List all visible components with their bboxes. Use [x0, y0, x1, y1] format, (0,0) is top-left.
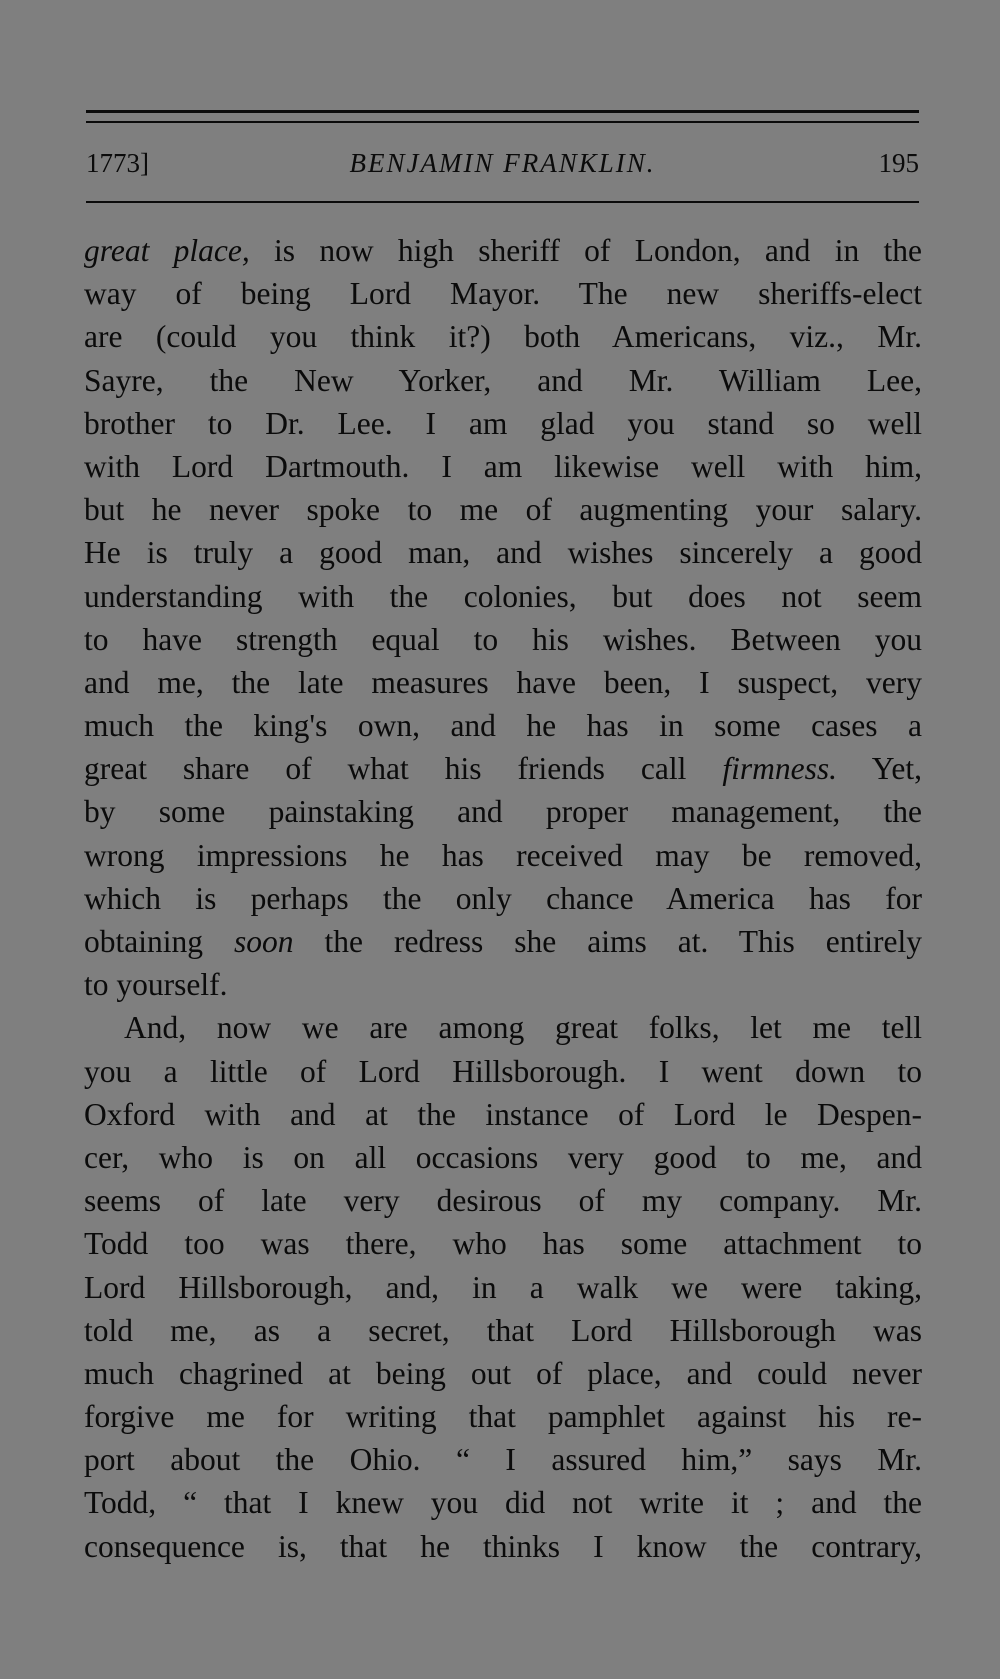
text-line: seems of late very desirous of my company. Mr. — [84, 1183, 922, 1219]
running-head — [86, 148, 919, 188]
text-line: and me, the late measures have been, I suspect, very — [84, 664, 922, 700]
italic-phrase: soon — [234, 924, 294, 959]
text-line: Todd too was there, who has some attachment to — [84, 1226, 922, 1262]
page-number: 195 — [878, 148, 919, 178]
italic-phrase: firmness. — [722, 751, 837, 787]
text-line: cer, who is on all occasions very good to me, and — [84, 1139, 922, 1175]
text-line: much chagrined at being out of place, and could never — [84, 1355, 922, 1391]
text-line: Sayre, the New Yorker, and Mr. William Lee, — [84, 362, 922, 398]
text-line: wrong impressions he has received may be removed, — [84, 837, 922, 873]
text-line: to have strength equal to his wishes. Between you — [84, 621, 922, 657]
text-line: Todd, “ that I knew you did not write it ; and the — [84, 1485, 922, 1521]
text-line: forgive me for writing that pamphlet against his re- — [84, 1399, 922, 1435]
text-line: brother to Dr. Lee. I am glad you stand so well — [84, 405, 922, 441]
text-line: much the king's own, and he has in some cases a — [84, 708, 922, 744]
text-line: with Lord Dartmouth. I am likewise well with him, — [84, 448, 922, 484]
text-line: which is perhaps the only chance America has for — [84, 880, 922, 916]
text-line: understanding with the colonies, but does not seem — [84, 578, 922, 614]
text-line: way of being Lord Mayor. The new sheriffs-elect — [84, 276, 922, 312]
paragraph-first-line: And, now we are among great folks, let me tell — [124, 1010, 922, 1046]
text-line: to yourself. — [84, 967, 228, 1003]
running-head-title: BENJAMIN FRANKLIN. — [349, 148, 656, 178]
text-line: are (could you think it?) both Americans, viz., Mr. — [84, 319, 922, 355]
body-text — [84, 229, 922, 1568]
header-double-rule-top — [86, 110, 919, 113]
text-line: you a little of Lord Hillsborough. I went down to — [84, 1053, 922, 1089]
text-line: Lord Hillsborough, and, in a walk we were taking, — [84, 1269, 922, 1305]
text-line: obtaining soon the redress she aims at. This entirely — [84, 924, 922, 959]
running-head-rule — [86, 201, 919, 203]
text-line: Oxford with and at the instance of Lord le Despen- — [84, 1096, 922, 1132]
text-line: great place, is now high sheriff of London, and in the — [84, 233, 922, 268]
text-line: told me, as a secret, that Lord Hillsborough was — [84, 1312, 922, 1348]
text-line: but he never spoke to me of augmenting your salary. — [84, 492, 922, 528]
text-line: great share of what his friends call firmness. Yet, — [84, 751, 922, 787]
header-double-rule-bottom — [86, 121, 919, 123]
text-line: He is truly a good man, and wishes sincerely a good — [84, 535, 922, 571]
italic-phrase: great place, — [84, 233, 250, 268]
text-line: consequence is, that he thinks I know the contrary, — [84, 1528, 922, 1564]
running-head-year: 1773] — [86, 148, 149, 178]
text-line: by some painstaking and proper management, the — [84, 794, 922, 830]
text-line: port about the Ohio. “ I assured him,” says Mr. — [84, 1442, 922, 1478]
